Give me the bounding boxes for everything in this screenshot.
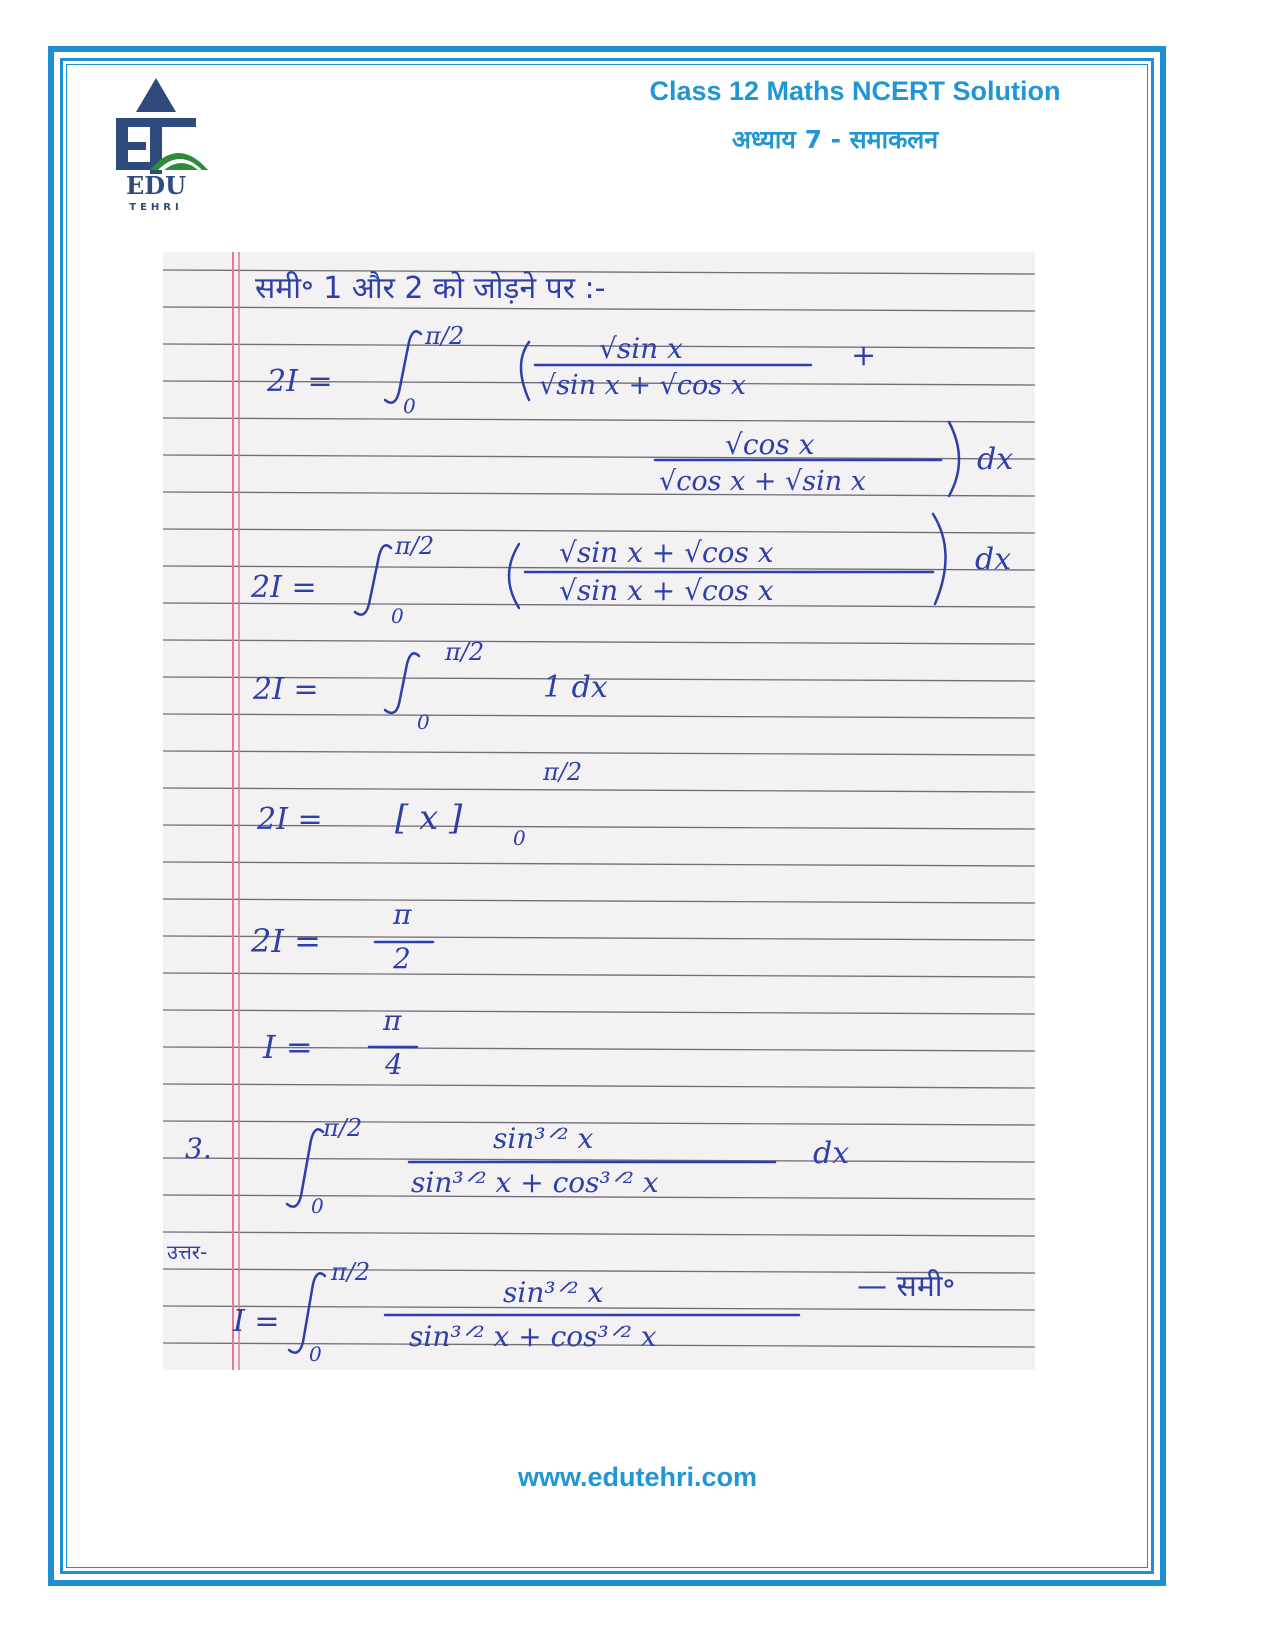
ruled-line bbox=[163, 418, 1035, 422]
paren-close-2 bbox=[933, 514, 946, 604]
eq3-lhs: 2I = bbox=[251, 570, 317, 605]
ruled-line bbox=[163, 1121, 1035, 1125]
eq2-denominator: √cos x + √sin x bbox=[659, 466, 866, 497]
ans-lower-limit: 0 bbox=[309, 1342, 322, 1366]
notebook-scan bbox=[163, 252, 1035, 1370]
q-dx: dx bbox=[813, 1136, 850, 1171]
eq4-lower-limit: 0 bbox=[417, 710, 430, 734]
eq7-denominator: 4 bbox=[385, 1048, 403, 1081]
question-number: 3. bbox=[185, 1132, 212, 1165]
ans-denominator: sin³ᐟ² x + cos³ᐟ² x bbox=[409, 1320, 657, 1353]
ruled-line bbox=[163, 529, 1035, 533]
ruled-line bbox=[163, 1232, 1035, 1236]
eq3-denominator: √sin x + √cos x bbox=[559, 574, 774, 607]
logo-text: EDU bbox=[125, 171, 187, 200]
ans-equation-tag: — समी॰ bbox=[857, 1269, 956, 1304]
q-numerator: sin³ᐟ² x bbox=[493, 1122, 594, 1155]
eq5-lhs: 2I = bbox=[257, 802, 323, 837]
ans-lhs: I = bbox=[233, 1304, 280, 1339]
ruled-line bbox=[163, 307, 1035, 311]
eq1-lower-limit: 0 bbox=[403, 394, 416, 418]
eq5-body: [ x ] bbox=[395, 798, 463, 838]
integral-sign-3 bbox=[385, 653, 419, 713]
eq6-denominator: 2 bbox=[393, 942, 411, 975]
ruled-line bbox=[163, 492, 1035, 496]
notes-heading: समी॰ 1 और 2 को जोड़ने पर :- bbox=[255, 271, 606, 306]
eq7-lhs: I = bbox=[263, 1028, 313, 1066]
eq7-numerator: π bbox=[383, 1004, 402, 1037]
eq4-upper-limit: π/2 bbox=[445, 638, 485, 666]
eq4-body: 1 dx bbox=[543, 670, 608, 705]
integral-sign-5 bbox=[289, 1273, 325, 1352]
footer-website-link[interactable]: www.edutehri.com bbox=[517, 1462, 758, 1492]
chapter-subtitle: अध्याय 7 - समाकलन bbox=[731, 125, 939, 154]
eq3-numerator: √sin x + √cos x bbox=[559, 536, 774, 569]
paren-open-1 bbox=[521, 342, 529, 400]
eq2-dx: dx bbox=[977, 442, 1014, 477]
integral-sign-1 bbox=[385, 331, 421, 402]
paren-open-2 bbox=[509, 544, 519, 608]
ruled-line bbox=[163, 973, 1035, 977]
eq6-lhs: 2I = bbox=[251, 922, 321, 960]
ruled-line bbox=[163, 640, 1035, 644]
eq1-numerator: √sin x bbox=[599, 332, 683, 365]
answer-label: उत्तर- bbox=[167, 1240, 208, 1264]
ruled-line bbox=[163, 788, 1035, 792]
edutehri-logo bbox=[98, 76, 214, 216]
eq4-lhs: 2I = bbox=[253, 672, 319, 707]
logo-subtext: TEHRI bbox=[129, 202, 183, 213]
q-denominator: sin³ᐟ² x + cos³ᐟ² x bbox=[411, 1166, 659, 1199]
eq3-lower-limit: 0 bbox=[391, 604, 404, 628]
eq6-numerator: π bbox=[393, 898, 412, 931]
ruled-line bbox=[163, 455, 1035, 459]
eq3-upper-limit: π/2 bbox=[395, 532, 435, 560]
ans-upper-limit: π/2 bbox=[331, 1258, 371, 1286]
ans-numerator: sin³ᐟ² x bbox=[503, 1276, 604, 1309]
ruled-line bbox=[163, 862, 1035, 866]
ruled-line bbox=[163, 1084, 1035, 1088]
ruled-line bbox=[163, 714, 1035, 718]
eq1-plus: + bbox=[851, 338, 877, 373]
eq1-lhs: 2I = bbox=[267, 364, 333, 399]
q-lower-limit: 0 bbox=[311, 1194, 324, 1218]
page-title: Class 12 Maths NCERT Solution bbox=[649, 76, 1061, 106]
eq5-upper-limit: π/2 bbox=[543, 758, 583, 786]
ruled-line bbox=[163, 751, 1035, 755]
eq1-denominator: √sin x + √cos x bbox=[539, 370, 746, 401]
ruled-line bbox=[163, 1010, 1035, 1014]
eq3-dx: dx bbox=[975, 542, 1012, 577]
q-upper-limit: π/2 bbox=[323, 1114, 363, 1142]
eq5-lower-limit: 0 bbox=[513, 826, 526, 850]
ruled-line bbox=[163, 899, 1035, 903]
eq1-upper-limit: π/2 bbox=[425, 322, 465, 350]
eq2-numerator: √cos x bbox=[725, 428, 815, 461]
